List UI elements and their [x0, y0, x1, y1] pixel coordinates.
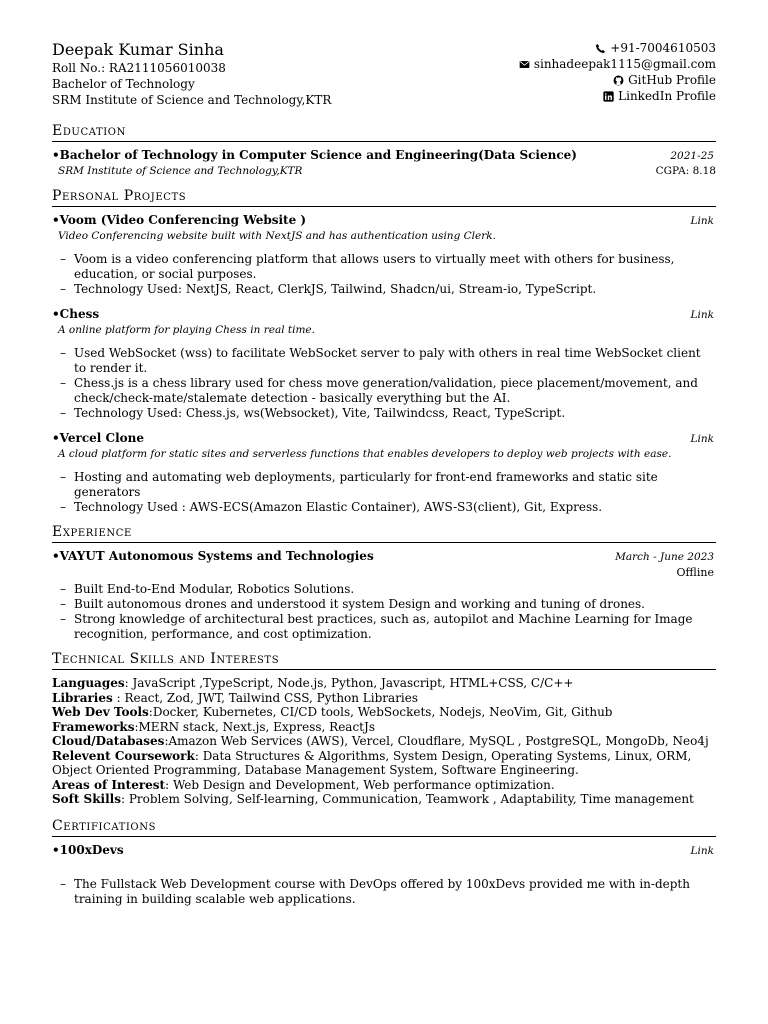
list-item: – Technology Used : AWS-ECS(Amazon Elastic Container), AWS-S3(client), Git, Express.	[60, 500, 716, 515]
section-title: Technical Skills and Interests	[52, 650, 716, 670]
skill-row	[52, 778, 716, 793]
bullet-dot: •	[52, 549, 60, 563]
skill-label: Cloud/Databases	[52, 734, 165, 748]
project-entry	[52, 213, 716, 297]
project-name: Vercel Clone	[59, 431, 144, 445]
skill-value: Amazon Web Services (AWS), Vercel, Cloudflare, MySQL , PostgreSQL, MongoDb, Neo4j	[168, 734, 709, 748]
list-item: – Technology Used: NextJS, React, ClerkJS, Tailwind, Shadcn/ui, Stream-io, TypeScript.	[60, 282, 716, 297]
certification-link[interactable]: Link	[690, 844, 714, 857]
bullet-dot: •	[52, 213, 60, 227]
candidate-name: Deepak Kumar Sinha	[52, 40, 224, 59]
skill-value: JavaScript ,TypeScript, Node.js, Python, Javascript, HTML+CSS, C/C++	[132, 676, 574, 690]
certification-name: 100xDevs	[59, 842, 124, 857]
skill-separator: :	[124, 676, 133, 690]
skill-label: Soft Skills	[52, 792, 121, 806]
skill-row	[52, 720, 716, 735]
phone-number: +91-7004610503	[610, 41, 716, 55]
skill-value: Problem Solving, Self-learning, Communication, Teamwork , Adaptability, Time management	[128, 792, 694, 806]
skill-separator: :	[165, 777, 173, 792]
skill-label: Web Dev Tools	[52, 705, 149, 719]
entry-header	[52, 549, 716, 565]
cgpa: CGPA: 8.18	[655, 165, 716, 177]
project-name: Voom (Video Conferencing Website )	[59, 213, 307, 227]
project-description: A cloud platform for static sites and serverless functions that enables developers to deploy web projects with ease.	[58, 448, 672, 460]
experience-section	[52, 523, 716, 642]
section-title: Education	[52, 122, 716, 142]
skill-label: Frameworks	[52, 719, 135, 734]
bullet-dot: •	[52, 307, 60, 321]
section-title: Personal Projects	[52, 187, 716, 207]
project-points	[52, 346, 716, 421]
list-item: – Built End-to-End Modular, Robotics Solutions.	[60, 582, 716, 597]
work-mode: Offline	[676, 566, 714, 579]
project-points	[52, 470, 716, 515]
linkedin-icon	[603, 91, 614, 102]
project-entry	[52, 431, 716, 515]
project-link[interactable]: Link	[690, 309, 714, 321]
skill-separator: :	[112, 690, 125, 705]
project-points	[52, 252, 716, 297]
skill-value: React, Zod, JWT, Tailwind CSS, Python Libraries	[124, 690, 419, 705]
institute-line: SRM Institute of Science and Technology,KTR	[52, 93, 332, 107]
school-name: SRM Institute of Science and Technology,KTR	[58, 165, 303, 177]
phone-contact[interactable]	[519, 40, 716, 56]
skill-value: Web Design and Development, Web performance optimization.	[172, 777, 555, 792]
entry-header	[52, 307, 716, 323]
skill-separator: :	[120, 792, 129, 806]
education-years: 2021-25	[670, 150, 714, 162]
skill-separator: :	[134, 719, 139, 734]
skills-section	[52, 650, 716, 807]
email-contact[interactable]	[519, 56, 716, 72]
company-name: VAYUT Autonomous Systems and Technologies	[59, 549, 374, 563]
entry-header	[52, 148, 716, 164]
bullet-dot: •	[52, 431, 60, 445]
skill-row	[52, 734, 716, 749]
experience-entry	[52, 549, 716, 642]
skill-row	[52, 676, 716, 691]
skill-label: Relevent Coursework	[52, 748, 195, 763]
linkedin-label: LinkedIn Profile	[618, 89, 716, 103]
skill-separator: :	[164, 734, 169, 748]
skill-row	[52, 705, 716, 720]
entry-header	[52, 213, 716, 229]
list-item: – Voom is a video conferencing platform that allows users to virtually meet with others for business, education, or social purposes.	[60, 252, 716, 282]
education-entry	[52, 148, 716, 179]
skill-value: Data Structures & Algorithms, System Design, Operating Systems, Linux, ORM, Object Oriented Programming, Database Management System, Software Engineering.	[52, 748, 692, 777]
bullet-dot: •	[52, 842, 60, 857]
experience-dates: March - June 2023	[615, 551, 714, 563]
skill-value: MERN stack, Next.js, Express, ReactJs	[138, 719, 375, 734]
section-title: Experience	[52, 523, 716, 543]
project-link[interactable]: Link	[690, 433, 714, 445]
certification-entry	[52, 843, 716, 907]
list-item: – Built autonomous drones and understood it system Design and working and tuning of drones.	[60, 597, 716, 612]
entry-header	[52, 431, 716, 447]
project-description: A online platform for playing Chess in real time.	[58, 324, 315, 336]
bullet-dot: •	[52, 148, 60, 162]
experience-points	[52, 582, 716, 642]
roll-number: Roll No.: RA2111056010038	[52, 61, 226, 75]
skill-separator: :	[194, 748, 203, 763]
skills-list	[52, 676, 716, 807]
skill-row	[52, 749, 716, 778]
list-item: – Used WebSocket (wss) to facilitate WebSocket server to paly with others in real time WebSocket client to render it.	[60, 346, 716, 376]
email-address: sinhadeepak1115@gmail.com	[533, 57, 716, 71]
skill-label: Languages	[52, 676, 125, 690]
degree-line: Bachelor of Technology	[52, 77, 195, 91]
github-label: GitHub Profile	[628, 73, 716, 87]
degree-title: Bachelor of Technology in Computer Science and Engineering(Data Science)	[59, 148, 577, 162]
header-left	[52, 40, 331, 108]
projects-section	[52, 187, 716, 515]
list-item: – Chess.js is a chess library used for chess move generation/validation, piece placement/movement, and check/check-mate/stalemate detection - basically everything but the AI.	[60, 376, 716, 406]
skill-label: Libraries	[52, 690, 113, 705]
certifications-section	[52, 817, 716, 907]
github-icon	[613, 75, 624, 86]
linkedin-link[interactable]	[519, 88, 716, 104]
education-section	[52, 122, 716, 179]
list-item: – The Fullstack Web Development course with DevOps offered by 100xDevs provided me with in-depth training in building scalable web applications.	[60, 877, 716, 907]
resume-header	[52, 40, 716, 108]
project-name: Chess	[59, 307, 100, 321]
header-contacts	[519, 40, 716, 108]
section-title: Certifications	[52, 817, 716, 837]
entry-header	[52, 843, 716, 859]
github-link[interactable]	[519, 72, 716, 88]
list-item: – Strong knowledge of architectural best practices, such as, autopilot and Machine Learning for Image recognition, performance, and cost optimization.	[60, 612, 716, 642]
project-entry	[52, 307, 716, 421]
skill-row	[52, 792, 716, 807]
skill-value: Docker, Kubernetes, CI/CD tools, WebSockets, Nodejs, NeoVim, Git, Github	[152, 705, 613, 719]
phone-icon	[595, 43, 606, 54]
skill-separator: :	[148, 705, 153, 719]
skill-label: Areas of Interest	[52, 777, 166, 792]
project-description: Video Conferencing website built with NextJS and has authentication using Clerk.	[58, 230, 496, 242]
certification-points	[52, 877, 716, 907]
project-link[interactable]: Link	[690, 215, 714, 227]
envelope-icon	[519, 59, 530, 70]
list-item: – Technology Used: Chess.js, ws(Websocket), Vite, Tailwindcss, React, TypeScript.	[60, 406, 716, 421]
skill-row	[52, 691, 716, 706]
list-item: – Hosting and automating web deployments, particularly for front-end frameworks and static site generators	[60, 470, 716, 500]
entry-subheader	[52, 164, 716, 179]
entry-subheader	[52, 565, 716, 580]
